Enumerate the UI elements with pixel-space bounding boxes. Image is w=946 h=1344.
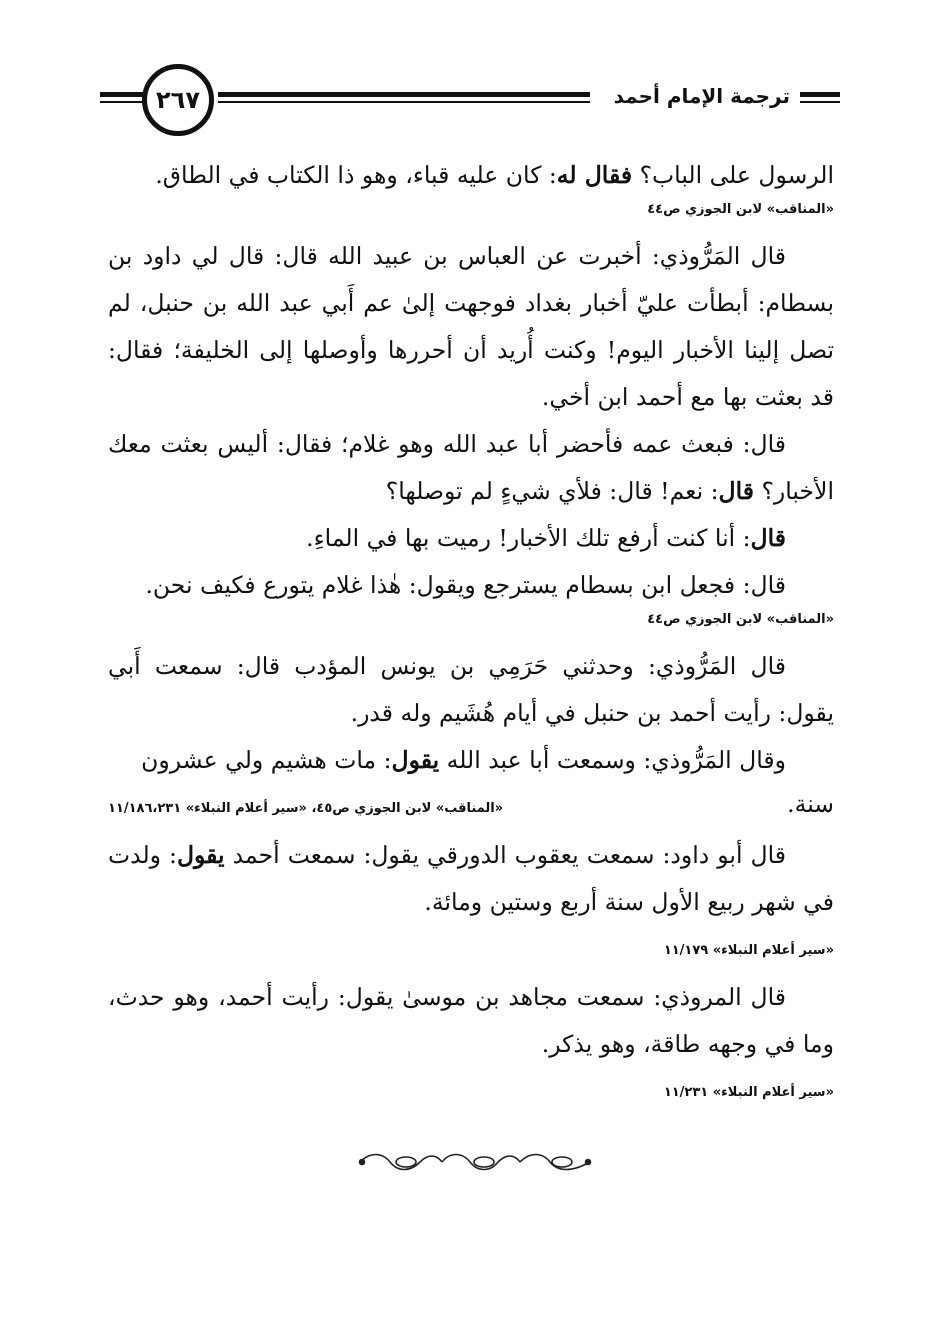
citation-1: «المناقب» لابن الجوزي ص٤٤ <box>647 202 834 217</box>
page-number: ٢٦٧ <box>156 86 200 114</box>
paragraph-8: قال أبو داود: سمعت يعقوب الدورقي يقول: سمعت أحمد يقول: ولدت في شهر ربيع الأول سنة أربع وستين ومائة. <box>108 841 834 916</box>
paragraph-5: قال: فجعل ابن بسطام يسترجع ويقول: هٰذا غلام يتورع فكيف نحن. <box>145 571 786 599</box>
running-header-title: ترجمة الإمام أحمد <box>608 84 796 108</box>
citation-row-3 <box>108 784 834 824</box>
page-header <box>100 60 840 144</box>
header-rule-middle <box>218 92 590 106</box>
paragraph-7-tail: سنة. <box>787 790 834 818</box>
citation-2: «المناقب» لابن الجوزي ص٤٤ <box>647 612 834 627</box>
paragraph-7: وقال المَرُّوذي: وسمعت أبا عبد الله يقول: مات هشيم ولي عشرون <box>141 746 786 774</box>
header-rule-right <box>800 92 840 106</box>
citation-3: «المناقب» لابن الجوزي ص٤٥، «سير أعلام النبلاء» ١١/١٨٦،٢٣١ <box>108 801 504 816</box>
header-rule-left <box>100 92 144 106</box>
page-number-circle <box>142 64 214 136</box>
paragraph-2: قال المَرُّوذي: أخبرت عن العباس بن عبيد الله قال: قال لي داود بن بسطام: أبطأت عليّ أخبار بغداد فوجهت إلىٰ عم أَبي عبد الله بن حنبل، لم تصل إلينا الأخبار اليوم! وكنت أُريد أن أحررها وأوصلها إلى الخليفة؛ فقال: قد بعثت بها مع أحمد ابن أخي. <box>108 242 834 411</box>
paragraph-1: الرسول على الباب؟ فقال له: كان عليه قباء، وهو ذا الكتاب في الطاق. <box>155 161 834 189</box>
page-content <box>108 152 834 1116</box>
floral-divider-icon <box>350 1146 600 1178</box>
citation-4: «سير أعلام النبلاء» ١١/١٧٩ <box>663 943 834 958</box>
paragraph-9: قال المروذي: سمعت مجاهد بن موسىٰ يقول: رأيت أحمد، وهو حدث، وما في وجهه طاقة، وهو يذكر. <box>108 983 834 1058</box>
paragraph-4: قال: أنا كنت أرفع تلك الأخبار! رميت بها في الماءِ. <box>306 524 786 552</box>
citation-5: «سير أعلام النبلاء» ١١/٢٣١ <box>663 1085 834 1100</box>
paragraph-3: قال: فبعث عمه فأحضر أبا عبد الله وهو غلام؛ فقال: أليس بعثت معك الأخبار؟ قال: نعم! قال: فلأي شيءٍ لم توصلها؟ <box>108 430 834 505</box>
paragraph-6: قال المَرُّوذي: وحدثني حَرَمِي بن يونس المؤدب قال: سمعت أَبي يقول: رأيت أحمد بن حنبل في أيام هُشَيم وله قدر. <box>108 652 834 727</box>
